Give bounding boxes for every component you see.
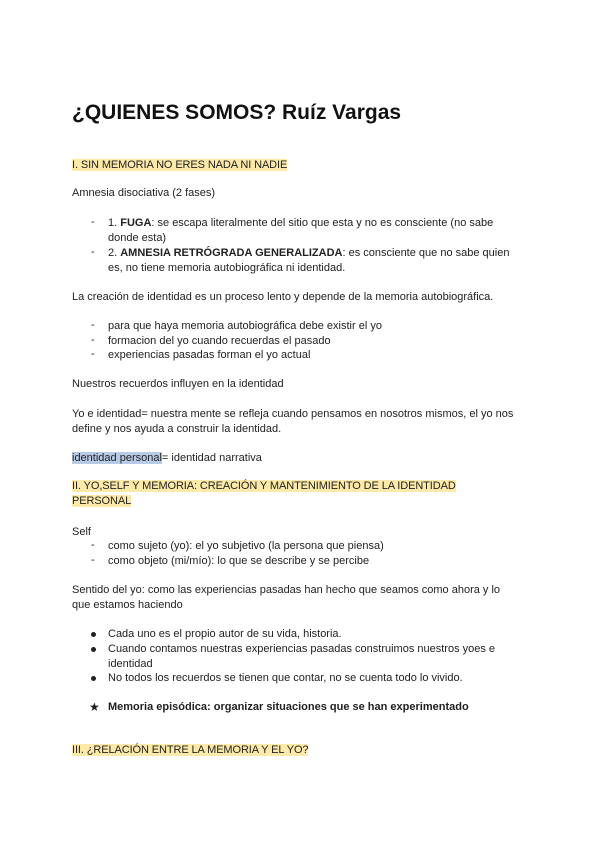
fase-2-line-2: es, no tiene memoria autobiográfica ni identidad.: [108, 262, 346, 274]
yo-identidad-line-2: define y nos ayuda a construir la identidad.: [72, 423, 282, 435]
dash-bullet: -: [91, 334, 95, 346]
dash-bullet: -: [91, 216, 95, 228]
page-title: ¿QUIENES SOMOS? Ruíz Vargas: [72, 101, 402, 124]
creacion-paragraph: La creación de identidad es un proceso lento y depende de la memoria autobiográfica.: [72, 291, 494, 303]
dot-item: No todos los recuerdos se tienen que contar, no se cuenta todo lo vivido.: [108, 672, 463, 684]
identidad-personal-line: identidad personal= identidad narrativa: [72, 452, 262, 464]
sentido-line-2: que estamos haciendo: [72, 599, 183, 611]
dot-bullet: [91, 647, 96, 652]
dash-bullet: -: [91, 246, 95, 258]
self-item: como objeto (mi/mío): lo que se describe y se percibe: [108, 555, 370, 567]
dash-bullet: -: [91, 539, 95, 551]
fase-1-line-2: donde esta): [108, 232, 167, 244]
creacion-item: para que haya memoria autobiográfica debe existir el yo: [108, 320, 382, 332]
creacion-item: formacion del yo cuando recuerdas el pasado: [108, 335, 331, 347]
dash-bullet: -: [91, 348, 95, 360]
fase-1-line-1: 1. FUGA: se escapa literalmente del sitio que esta y no es consciente (no sabe: [108, 217, 494, 229]
section-2-heading-line-1: II. YO,SELF Y MEMORIA: CREACIÓN Y MANTENIMIENTO DE LA IDENTIDAD: [72, 480, 456, 492]
dot-item: Cuando contamos nuestras experiencias pasadas construimos nuestros yoes e: [108, 643, 496, 655]
star-item: Memoria episódica: organizar situaciones que se han experimentado: [108, 701, 469, 713]
section-3-heading: III. ¿RELACIÓN ENTRE LA MEMORIA Y EL YO?: [72, 744, 309, 756]
dot-bullet: [91, 632, 96, 637]
creacion-item: experiencias pasadas forman el yo actual: [108, 349, 311, 361]
self-label: Self: [72, 526, 91, 538]
selected-text[interactable]: identidad personal: [72, 452, 162, 464]
self-item: como sujeto (yo): el yo subjetivo (la persona que piensa): [108, 540, 384, 552]
sentido-line-1: Sentido del yo: como las experiencias pasadas han hecho que seamos como ahora y lo: [72, 584, 501, 596]
section-1-heading: I. SIN MEMORIA NO ERES NADA NI NADIE: [72, 159, 288, 171]
dash-bullet: -: [91, 554, 95, 566]
dash-bullet: -: [91, 319, 95, 331]
star-icon: ★: [89, 700, 100, 714]
recuerdos-paragraph: Nuestros recuerdos influyen en la identidad: [72, 378, 284, 390]
section-2-heading-line-2: PERSONAL: [72, 495, 132, 507]
amnesia-intro: Amnesia disociativa (2 fases): [72, 187, 216, 199]
fase-2-line-1: 2. AMNESIA RETRÓGRADA GENERALIZADA: es consciente que no sabe quien: [108, 247, 510, 259]
dot-item: Cada uno es el propio autor de su vida, historia.: [108, 628, 342, 640]
yo-identidad-line-1: Yo e identidad= nuestra mente se refleja cuando pensamos en nosotros mismos, el yo nos: [72, 408, 514, 420]
dot-bullet: [91, 676, 96, 681]
dot-item-continued: identidad: [108, 658, 153, 670]
